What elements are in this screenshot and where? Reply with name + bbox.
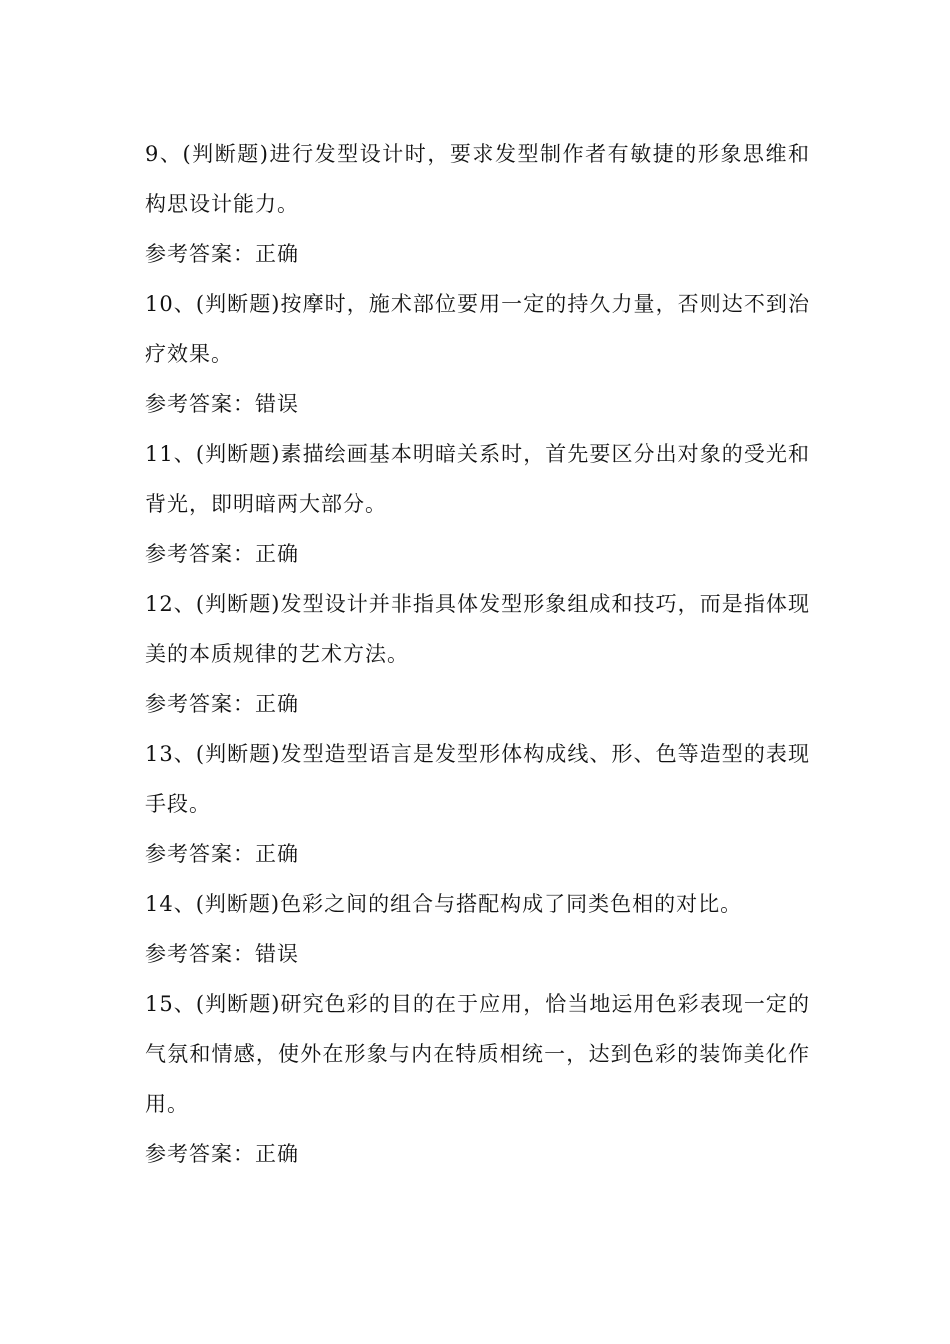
- question-text: 10、(判断题)按摩时，施术部位要用一定的持久力量，否则达不到治疗效果。: [145, 292, 810, 366]
- answer-text: 参考答案：正确: [145, 1142, 299, 1166]
- answer-text: 参考答案：正确: [145, 842, 299, 866]
- question-text: 9、(判断题)进行发型设计时，要求发型制作者有敏捷的形象思维和构思设计能力。: [145, 142, 810, 216]
- answer-text: 参考答案：正确: [145, 542, 299, 566]
- answer-text: 参考答案：错误: [145, 392, 299, 416]
- answer-text: 参考答案：正确: [145, 242, 299, 266]
- question-list: [145, 129, 810, 1179]
- answer-text: 参考答案：错误: [145, 942, 299, 966]
- question-text: 14、(判断题)色彩之间的组合与搭配构成了同类色相的对比。: [145, 892, 743, 916]
- question-text: 15、(判断题)研究色彩的目的在于应用，恰当地运用色彩表现一定的气氛和情感，使外在形象与内在特质相统一，达到色彩的装饰美化作用。: [145, 992, 810, 1116]
- question-text: 13、(判断题)发型造型语言是发型形体构成线、形、色等造型的表现手段。: [145, 742, 810, 816]
- answer-text: 参考答案：正确: [145, 692, 299, 716]
- question-text: 12、(判断题)发型设计并非指具体发型形象组成和技巧，而是指体现美的本质规律的艺术方法。: [145, 592, 810, 666]
- question-text: 11、(判断题)素描绘画基本明暗关系时，首先要区分出对象的受光和背光，即明暗两大部分。: [145, 442, 810, 516]
